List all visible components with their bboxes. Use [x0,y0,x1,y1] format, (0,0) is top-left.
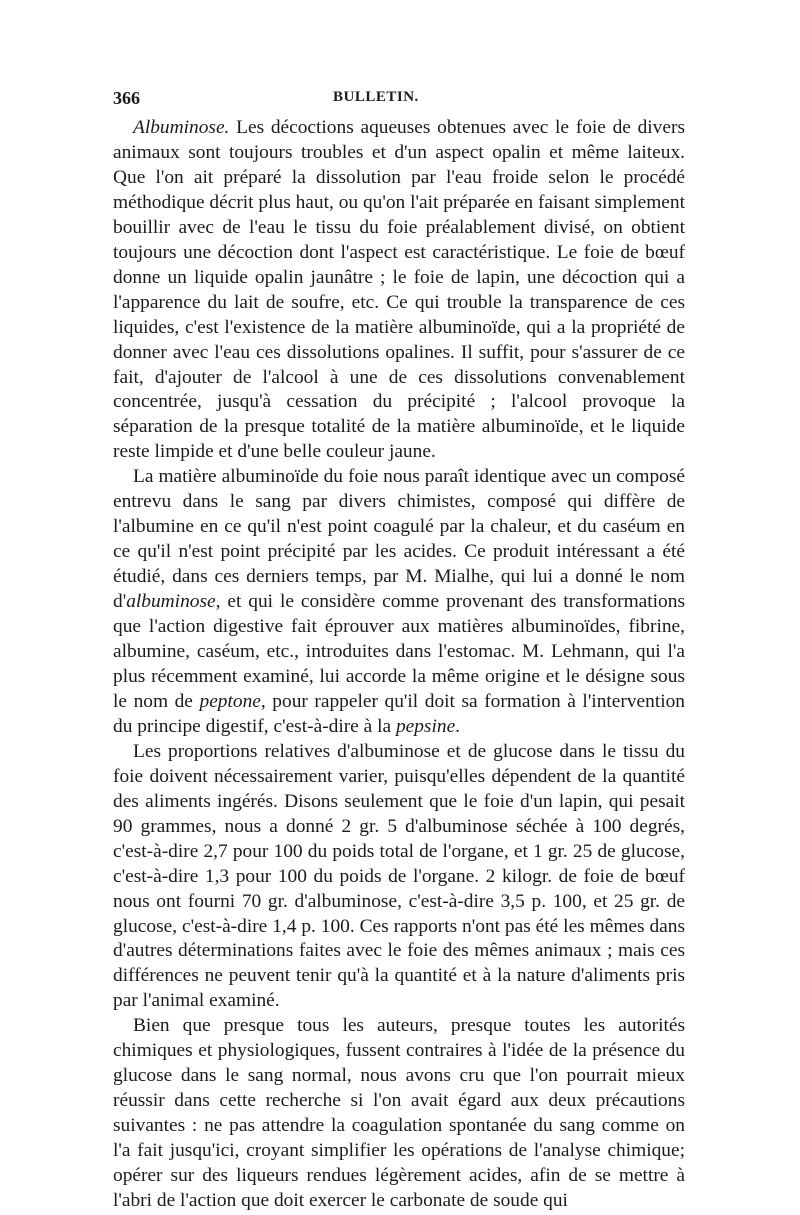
paragraph-albuminose [113,116,685,465]
body-text [113,116,685,1214]
paragraph-lead-word: Albuminose. [133,117,230,138]
paragraph-text: Les proportions relatives d'albuminose et de glucose dans le tissu du foie doivent nécessairement varier, puisqu'elles dépendent de la quantité des aliments ingérés. Disons seulement que le foie d'un lapin, qui pesait 90 grammes, nous a donné 2 gr. 5 d'albuminose séchée à 100 degrés, c'est-à-dire 2,7 pour 100 du poids total de l'organe, et 1 gr. 25 de glucose, c'est-à-dire 1,3 pour 100 du poids de l'organe. 2 kilogr. de foie de bœuf nous ont fourni 70 gr. d'albuminose, c'est-à-dire 3,5 p. 100, et 25 gr. de glucose, c'est-à-dire 1,4 p. 100. Ces rapports n'ont pas été les mêmes dans d'autres déterminations faites avec le foie des mêmes animaux ; mais ces différences ne peuvent tenir qu'à la quantité et à la nature d'aliments pris par l'animal examiné. [113,740,685,1012]
paragraph-text-part: La matière albuminoïde du foie nous paraît identique avec un composé entrevu dans le sang par divers chimistes, composé qui diffère de l'albumine en ce qu'il n'est point coagulé par la chaleur, et du caséum en ce qu'il n'est point précipité par les acides. Ce produit intéressant a été étudié, dans ces derniers temps, par M. Mialhe, qui lui a donné le nom d' [113,466,685,613]
term-albuminose: albuminose [126,591,216,613]
paragraph-text-part: , et qui le considère comme provenant des transformations que l'action digestive fait éprouver aux matières albuminoïdes, fibrine, albumine, caséum, etc., introduites dans l'estomac. M. Lehmann, qui l'a plus récemment examiné, lui accorde la même origine et le désigne sous le nom de [113,591,685,712]
page-number: 366 [113,88,140,108]
paragraph-proportions [113,740,685,1014]
paragraph-glucose-sang [113,1014,685,1214]
paragraph-text: Les décoctions aqueuses obtenues avec le foie de divers animaux sont toujours troubles et d'un aspect opalin et même laiteux. Que l'on ait préparé la dissolution par l'eau froide selon le procédé méthodique décrit plus haut, ou qu'on l'ait préparée en faisant simplement bouillir avec de l'eau le tissu du foie préalablement divisé, on obtient toujours une décoction dont l'aspect est caractéristique. Le foie de bœuf donne un liquide opalin jaunâtre ; le foie de lapin, une décoction qui a l'apparence du lait de soufre, etc. Ce qui trouble la transparence de ces liquides, c'est l'existence de la matière albuminoïde, qui a la propriété de donner avec l'eau ces dissolutions opalines. Il suffit, pour s'assurer de ce fait, d'ajouter de l'alcool à une de ces dissolutions convenablement concentrée, jusqu'à cessation du précipité ; l'alcool provoque la séparation de la presque totalité de la matière albuminoïde, et le liquide reste limpide et d'une belle couleur jaune. [113,117,685,463]
paragraph-text-part: . [455,715,461,737]
page [113,88,685,1214]
paragraph-matiere-albuminoide [113,465,685,739]
paragraph-text: Bien que presque tous les auteurs, presque toutes les autorités chimiques et physiologiques, fussent contraires à l'idée de la présence du glucose dans le sang normal, nous avons cru que l'on pourrait mieux réussir dans cette recherche si l'on avait égard aux deux précautions suivantes : ne pas attendre la coagulation spontanée du sang comme on l'a fait jusqu'ici, croyant simplifier les opérations de l'analyse chimique; opérer sur des liqueurs rendues légèrement acides, afin de se mettre à l'abri de l'action que doit exercer le carbonate de soude qui [113,1015,685,1211]
term-peptone: peptone [199,690,261,712]
term-pepsine: pepsine [395,715,456,737]
paragraph-text-part: , pour rappeler qu'il doit sa formation à l'intervention du principe digestif, c'est-à-dire à la [113,690,686,737]
running-head: BULLETIN. [333,89,419,105]
page-header [113,88,685,116]
